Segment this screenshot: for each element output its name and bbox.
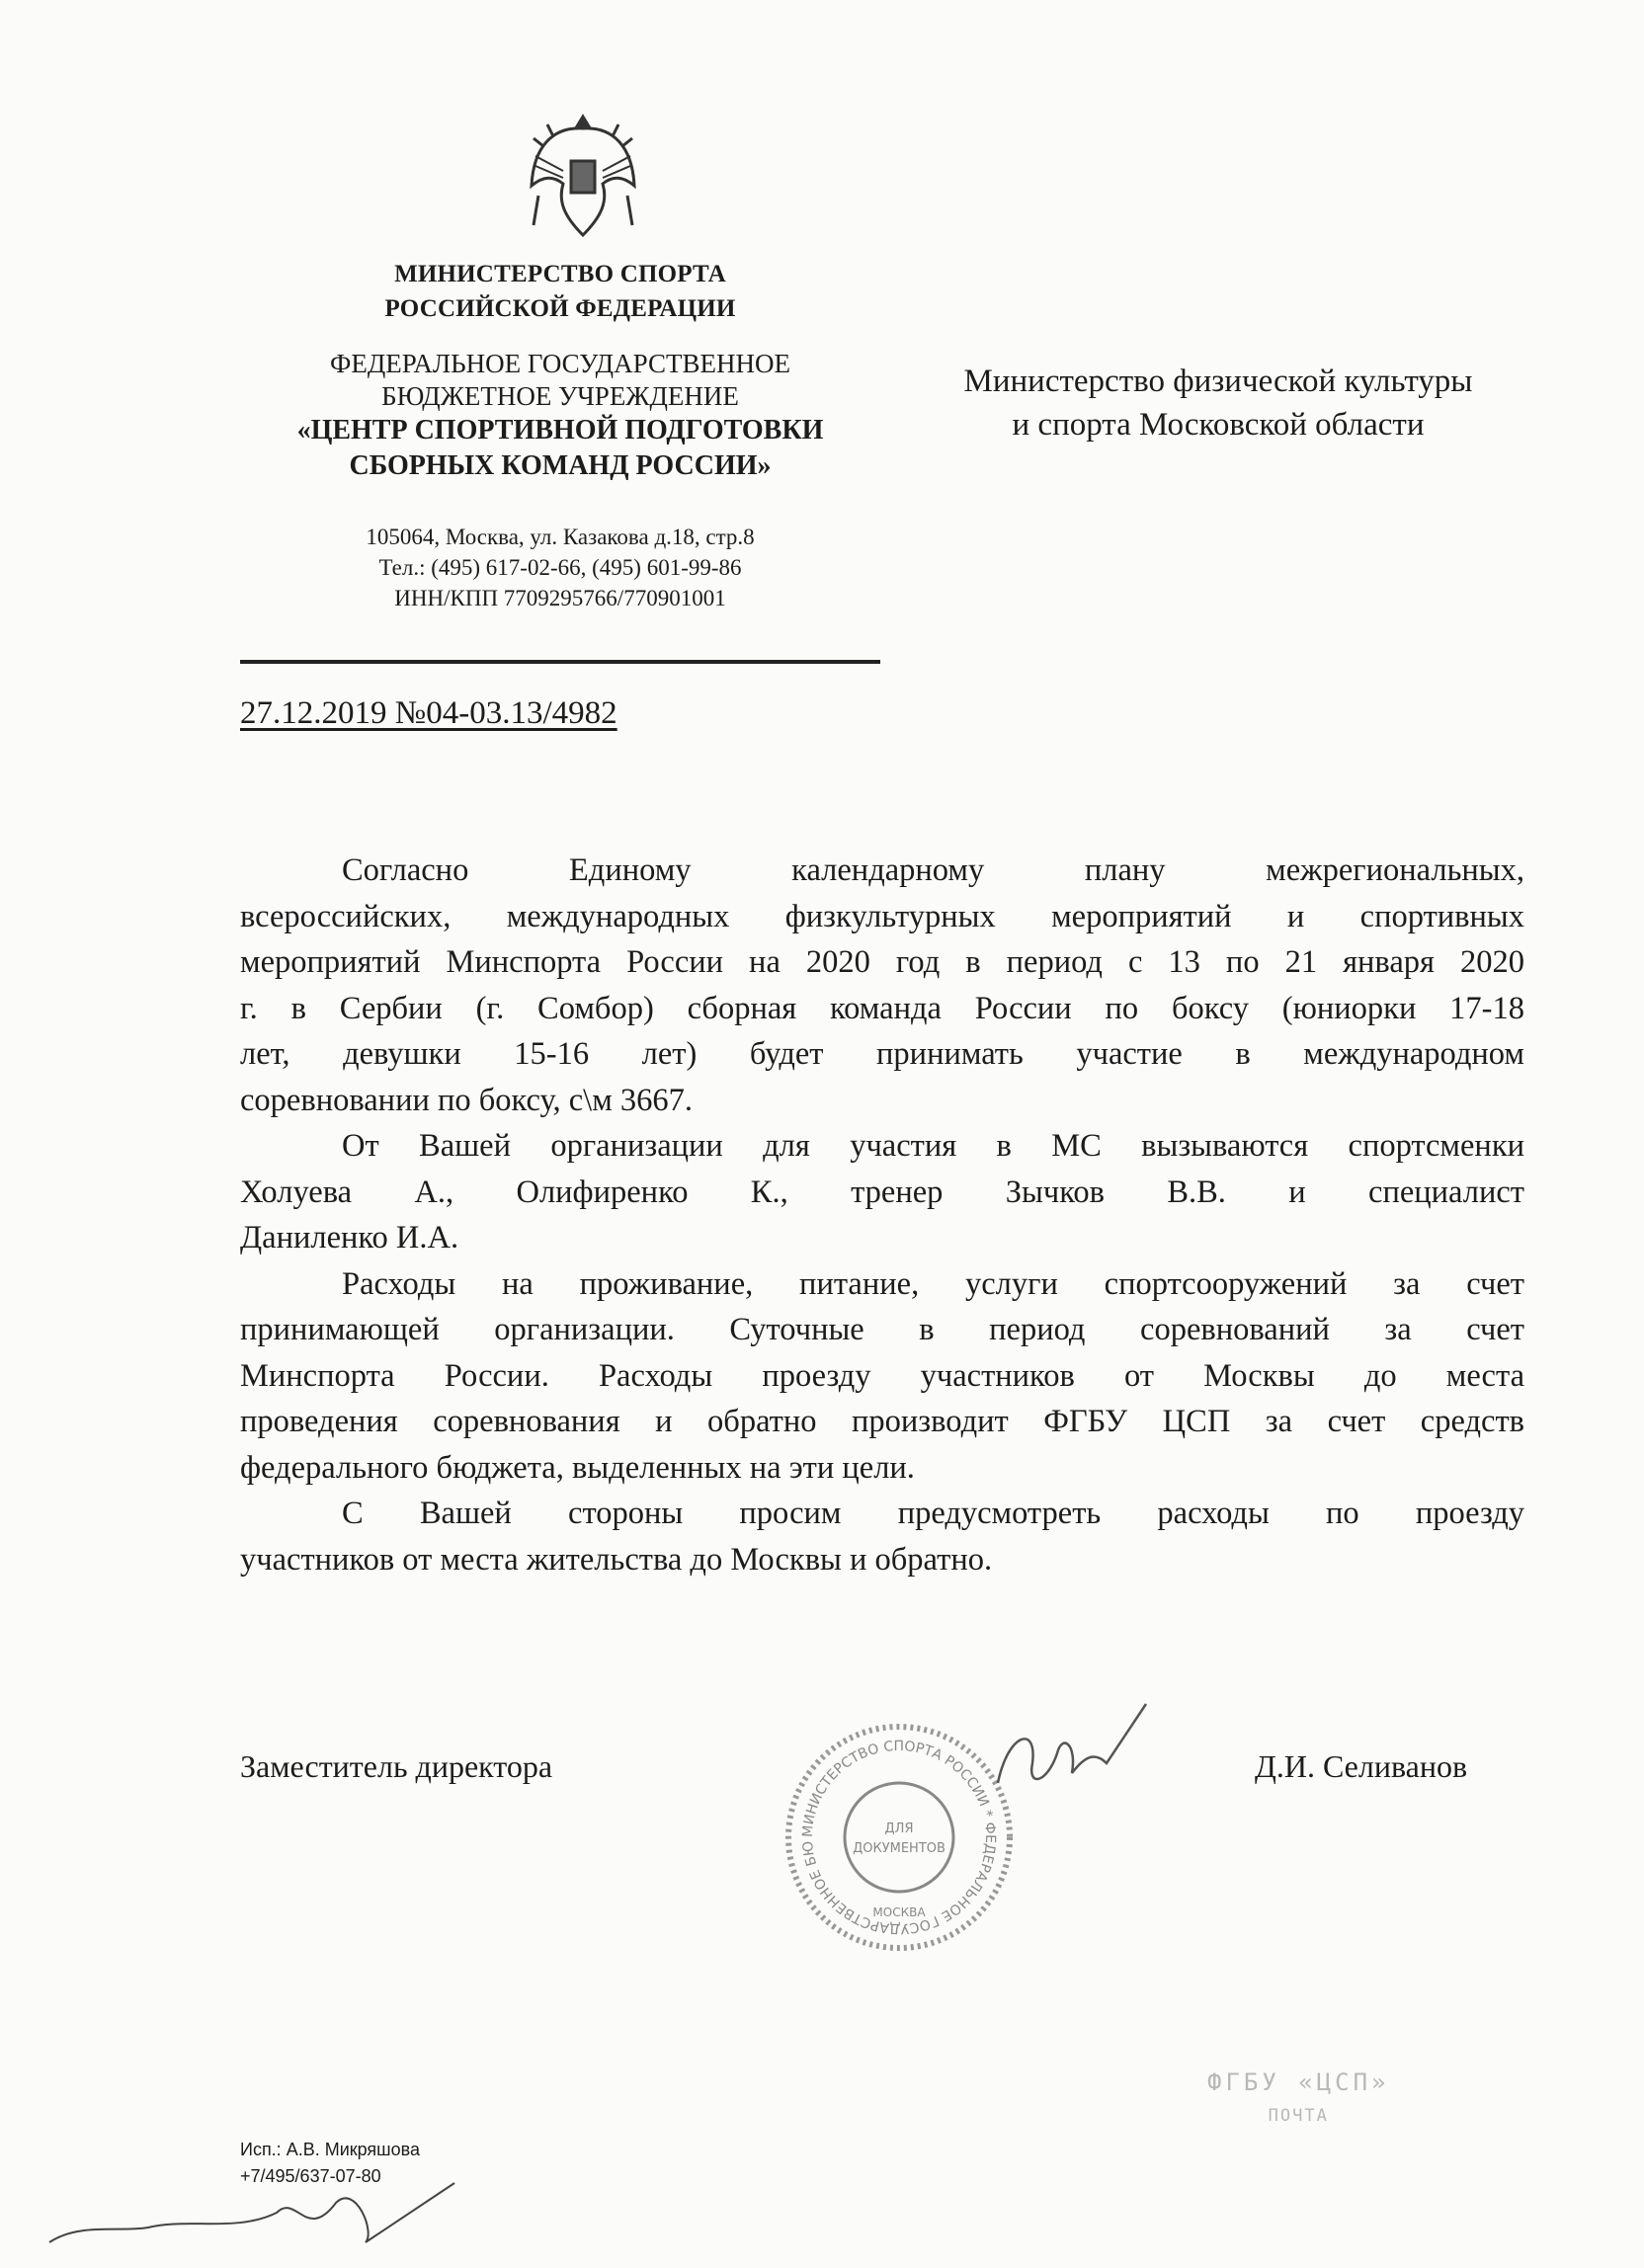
ministry-line-2: РОССИЙСКОЙ ФЕДЕРАЦИИ (384, 295, 736, 322)
paragraph-line: мероприятий Минспорта России на 2020 год в период с 13 по 21 января 2020 (240, 944, 1524, 980)
recipient-line-2: и спорта Московской области (1012, 407, 1425, 443)
address: 105064, Москва, ул. Казакова д.18, стр.8 (366, 525, 755, 549)
mail-stamp-org: ФГБУ «ЦСП» (1207, 2068, 1390, 2096)
paragraph (240, 848, 1524, 1123)
paragraph-line: принимающей организации. Суточные в период соревнований за счет (240, 1312, 1524, 1347)
executor-signature-icon (40, 2163, 504, 2267)
paragraph-line: Согласно Единому календарному плану межрегиональных, (342, 852, 1524, 888)
institution-name-line-2: СБОРНЫХ КОМАНД РОССИИ» (349, 450, 772, 481)
mail-stamp (1207, 2068, 1390, 2126)
signer-title: Заместитель директора (240, 1748, 553, 1784)
state-emblem-icon (514, 107, 652, 245)
seal-center-2: ДОКУМЕНТОВ (853, 1841, 945, 1856)
mail-stamp-dept: ПОЧТА (1268, 2106, 1329, 2126)
paragraph-line: С Вашей стороны просим предусмотреть расходы по проезду (342, 1496, 1524, 1531)
letterhead (240, 257, 880, 613)
paragraph-line: всероссийских, международных физкультурных мероприятий и спортивных (240, 898, 1524, 934)
signature-scribble-icon (988, 1694, 1166, 1837)
seal-bottom: МОСКВА (872, 1905, 926, 1919)
paragraph-line: Минспорта России. Расходы проезду участников от Москвы до места (240, 1357, 1524, 1394)
phones: Тел.: (495) 617-02-66, (495) 601-99-86 (378, 555, 742, 580)
executor-name: Исп.: А.В. Микряшова (240, 2140, 421, 2159)
paragraph (240, 1491, 1524, 1582)
paragraph-line: федерального бюджета, выделенных на эти цели. (240, 1449, 915, 1486)
inn-kpp: ИНН/КПП 7709295766/770901001 (394, 586, 726, 610)
seal-center-1: ДЛЯ (884, 1822, 914, 1836)
institution-type-line-1: ФЕДЕРАЛЬНОЕ ГОСУДАРСТВЕННОЕ (330, 349, 790, 378)
institution-type-line-2: БЮДЖЕТНОЕ УЧРЕЖДЕНИЕ (381, 381, 739, 411)
reference-number: 27.12.2019 №04-03.13/4982 (240, 695, 617, 731)
paragraph-line: г. в Сербии (г. Сомбор) сборная команда России по боксу (юниорки 17-18 (240, 990, 1524, 1026)
paragraph-line: соревновании по боксу, с\м 3667. (240, 1082, 694, 1118)
recipient (889, 360, 1547, 446)
paragraph-line: От Вашей организации для участия в МС вызываются спортсменки (342, 1128, 1524, 1164)
letter-body (240, 848, 1524, 1582)
paragraph-line: Холуева А., Олифиренко К., тренер Зычков В.В. и специалист (240, 1174, 1524, 1210)
official-seal (781, 1719, 1018, 1956)
recipient-line-1: Министерство физической культуры (963, 364, 1473, 399)
seal-ring-text: МИНИСТЕРСТВО СПОРТА РОССИИ * ФЕДЕРАЛЬНОЕ ГОСУДАРСТВЕННОЕ БЮ (799, 1738, 999, 1937)
paragraph-line: Даниленко И.А. (240, 1220, 459, 1256)
paragraph-line: участников от места жительства до Москвы и обратно. (240, 1541, 993, 1578)
ministry-line-1: МИНИСТЕРСТВО СПОРТА (394, 261, 726, 287)
paragraph-line: Расходы на проживание, питание, услуги спортсооружений за счет (342, 1265, 1524, 1302)
executor-phone: +7/495/637-07-80 (240, 2166, 381, 2186)
paragraph-line: проведения соревнования и обратно производит ФГБУ ЦСП за счет средств (240, 1404, 1524, 1439)
signer-name: Д.И. Селиванов (1255, 1748, 1468, 1784)
institution-name-line-1: «ЦЕНТР СПОРТИВНОЙ ПОДГОТОВКИ (296, 415, 824, 446)
paragraph (240, 1123, 1524, 1261)
paragraph-line: лет, девушки 15-16 лет) будет принимать участие в международном (240, 1036, 1524, 1072)
header-divider (240, 660, 880, 664)
paragraph (240, 1261, 1524, 1492)
